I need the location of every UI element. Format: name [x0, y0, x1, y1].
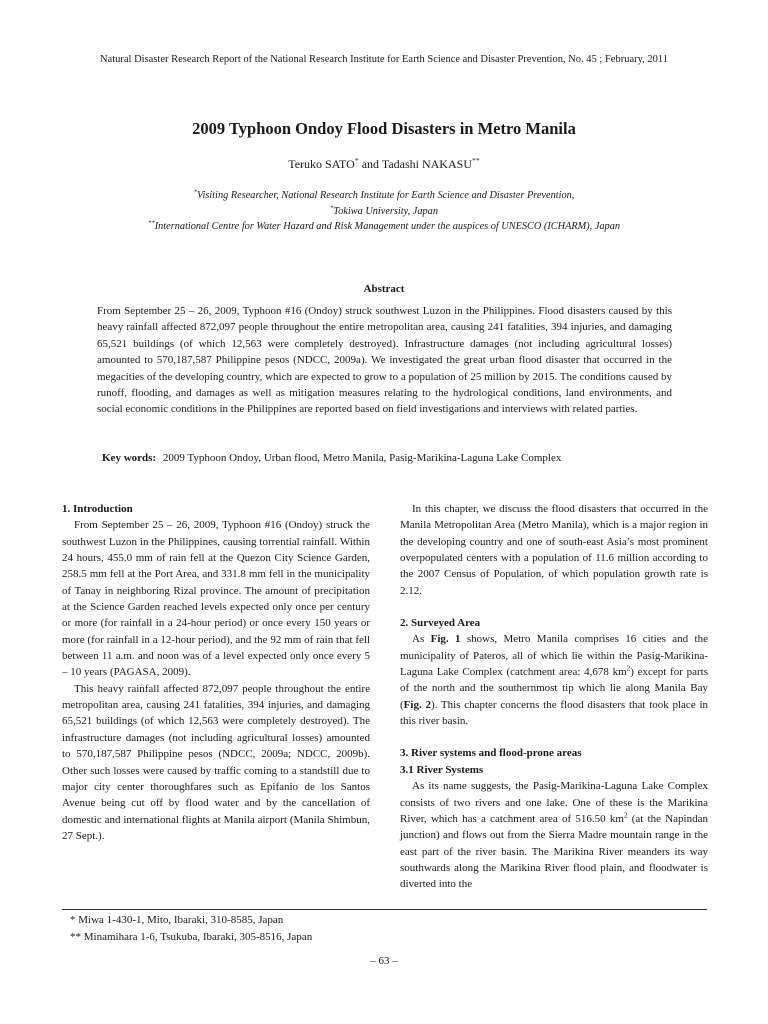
author-line	[0, 157, 768, 172]
footnote: * Miwa 1-430-1, Mito, Ibaraki, 310-8585, Japan	[70, 914, 284, 926]
affiliation-line	[0, 206, 768, 217]
author-name: Tadashi NAKASU	[381, 157, 472, 171]
footnote-divider	[62, 909, 707, 910]
paragraph: From September 25 – 26, 2009, Typhoon #16 (Ondoy) struck the southwest Luzon in the Philippines, causing torrential rainfall. Within 24 hours, 455.0 mm of rain fell at the Quezon City Science Garden, 258.5 mm fell at the Port Area, and 331.8 mm fell in the municipality of Tanay in neighboring Rizal province. The amount of precipitation at the Science Garden reached levels expected only once per century or more (for rainfall in a 24-hour period) or once every 150 years or more (for rainfall in a 12-hour period), and the 92 mm of rain that fell between 11 a.m. and noon was of a level expected only once every 5 – 10 years (PAGASA, 2009).	[62, 519, 370, 679]
paragraph: This heavy rainfall affected 872,097 people throughout the entire metropolitan area, causing 241 fatalities, 394 injuries, and damaging 65,521 buildings (of which 12,563 were completely destroyed). The infrastructure damages (not including agricultural losses) amounted to 570,187,587 Philippine pesos (NDCC, 2009a; NDCC, 2009b). Other such losses were caused by traffic coming to a standstill due to major city center thoroughfares such as Epifanio de los Santos Avenue being cut off by flood water and by the cancellation of domestic and international flights at Manila airport (Manila Shimbun, 27 Sept.).	[62, 682, 370, 842]
paragraph: As its name suggests, the Pasig-Marikina-Laguna Lake Complex consists of two rivers and one lake. One of these is the Marikina River, which has a catchment area of 516.50 $km^2$ (at the Napindan junction) and flows out from the Sierra Madre mountain range in the east part of the river basin. The Marikina River meanders its way southwards along the Marikina River flood plain, and floodwater is diverted into the	[400, 780, 708, 891]
running-header: Natural Disaster Research Report of the National Research Institute for Earth Science and Disaster Prevention, No. 45 ; February, 2011	[99, 54, 669, 65]
section-heading-river-systems: 3. River systems and flood-prone areas	[400, 747, 582, 760]
paragraph: In this chapter, we discuss the flood disasters that occurred in the Manila Metropolitan Area (Metro Manila), which is a major region in the developing country and one of south-east Asia’s most prominent overpopulated centers with a population of 11.6 million according to the 2007 Census of Population, of which population growth rate is 2.12.	[400, 503, 708, 597]
affiliation-mark: *	[193, 188, 198, 196]
abstract-body: From September 25 – 26, 2009, Typhoon #16 (Ondoy) struck southwest Luzon in the Philippines. Flood disasters caused by this heavy rainfall affected 872,097 people throughout the entire metropolitan area, causing 241 fatalities, 394 injuries, and damaging 65,521 buildings (of which 12,563 were completely destroyed). Infrastructure damages (not including agricultural losses) amounted to 570,187,587 Philippine pesos (NDCC, 2009a). We investigated the great urban flood disaster that occurred in the megacities of the developing country, which are expected to grow to a population of 25 million by 2015. The conditions caused by runoff, flooding, and damages as well as mitigation measures relating to the hydrological conditions, land environments, and social economic conditions in the Philippines are reported based on field investigations and interviews with related parties.	[97, 305, 672, 416]
footnote: ** Minamihara 1-6, Tsukuba, Ibaraki, 305-8516, Japan	[70, 931, 313, 943]
keywords	[102, 452, 702, 464]
author-name: Teruko SATO	[288, 157, 355, 171]
section-heading-surveyed-area: 2. Surveyed Area	[400, 617, 481, 630]
affiliation-text: Visiting Researcher, National Research Institute for Earth Science and Disaster Prevention,	[197, 190, 575, 201]
keywords-text: 2009 Typhoon Ondoy, Urban flood, Metro Manila, Pasig-Marikina-Laguna Lake Complex	[162, 452, 562, 464]
figure-reference[interactable]: Fig. 2	[403, 698, 431, 711]
right-column	[400, 501, 708, 893]
affiliation-mark: *	[354, 156, 359, 165]
author-connector: and	[358, 157, 382, 171]
affiliation-line	[0, 221, 768, 232]
keywords-label: Key words:	[102, 452, 157, 464]
affiliation-mark: **	[471, 156, 480, 165]
affiliation-text: International Centre for Water Hazard and Risk Management under the auspices of UNESCO (ICHARM), Japan	[154, 221, 620, 232]
affiliation-text: Tokiwa University, Japan	[333, 206, 438, 217]
abstract-heading: Abstract	[363, 283, 405, 295]
section-heading-introduction: 1. Introduction	[62, 503, 133, 515]
paragraph: As Fig. 1 shows, Metro Manila comprises 16 cities and the municipality of Pateros, all of which lie within the Pasig-Marikina-Laguna Lake Complex (catchment area: 4,678 $km^2$) except for parts of the north and the southernmost tip which lie along Manila Bay (Fig. 2). This chapter concerns the flood disasters that took place in this river basin.	[400, 633, 709, 728]
page-number: – 63 –	[370, 955, 398, 967]
figure-reference[interactable]: Fig. 1	[430, 633, 461, 646]
affiliation-mark: *	[330, 204, 334, 212]
paper-title: 2009 Typhoon Ondoy Flood Disasters in Metro Manila	[192, 119, 576, 138]
subsection-heading: 3.1 River Systems	[400, 763, 484, 776]
affiliation-line	[0, 190, 768, 201]
affiliation-mark: **	[148, 219, 155, 227]
left-column	[62, 501, 370, 844]
